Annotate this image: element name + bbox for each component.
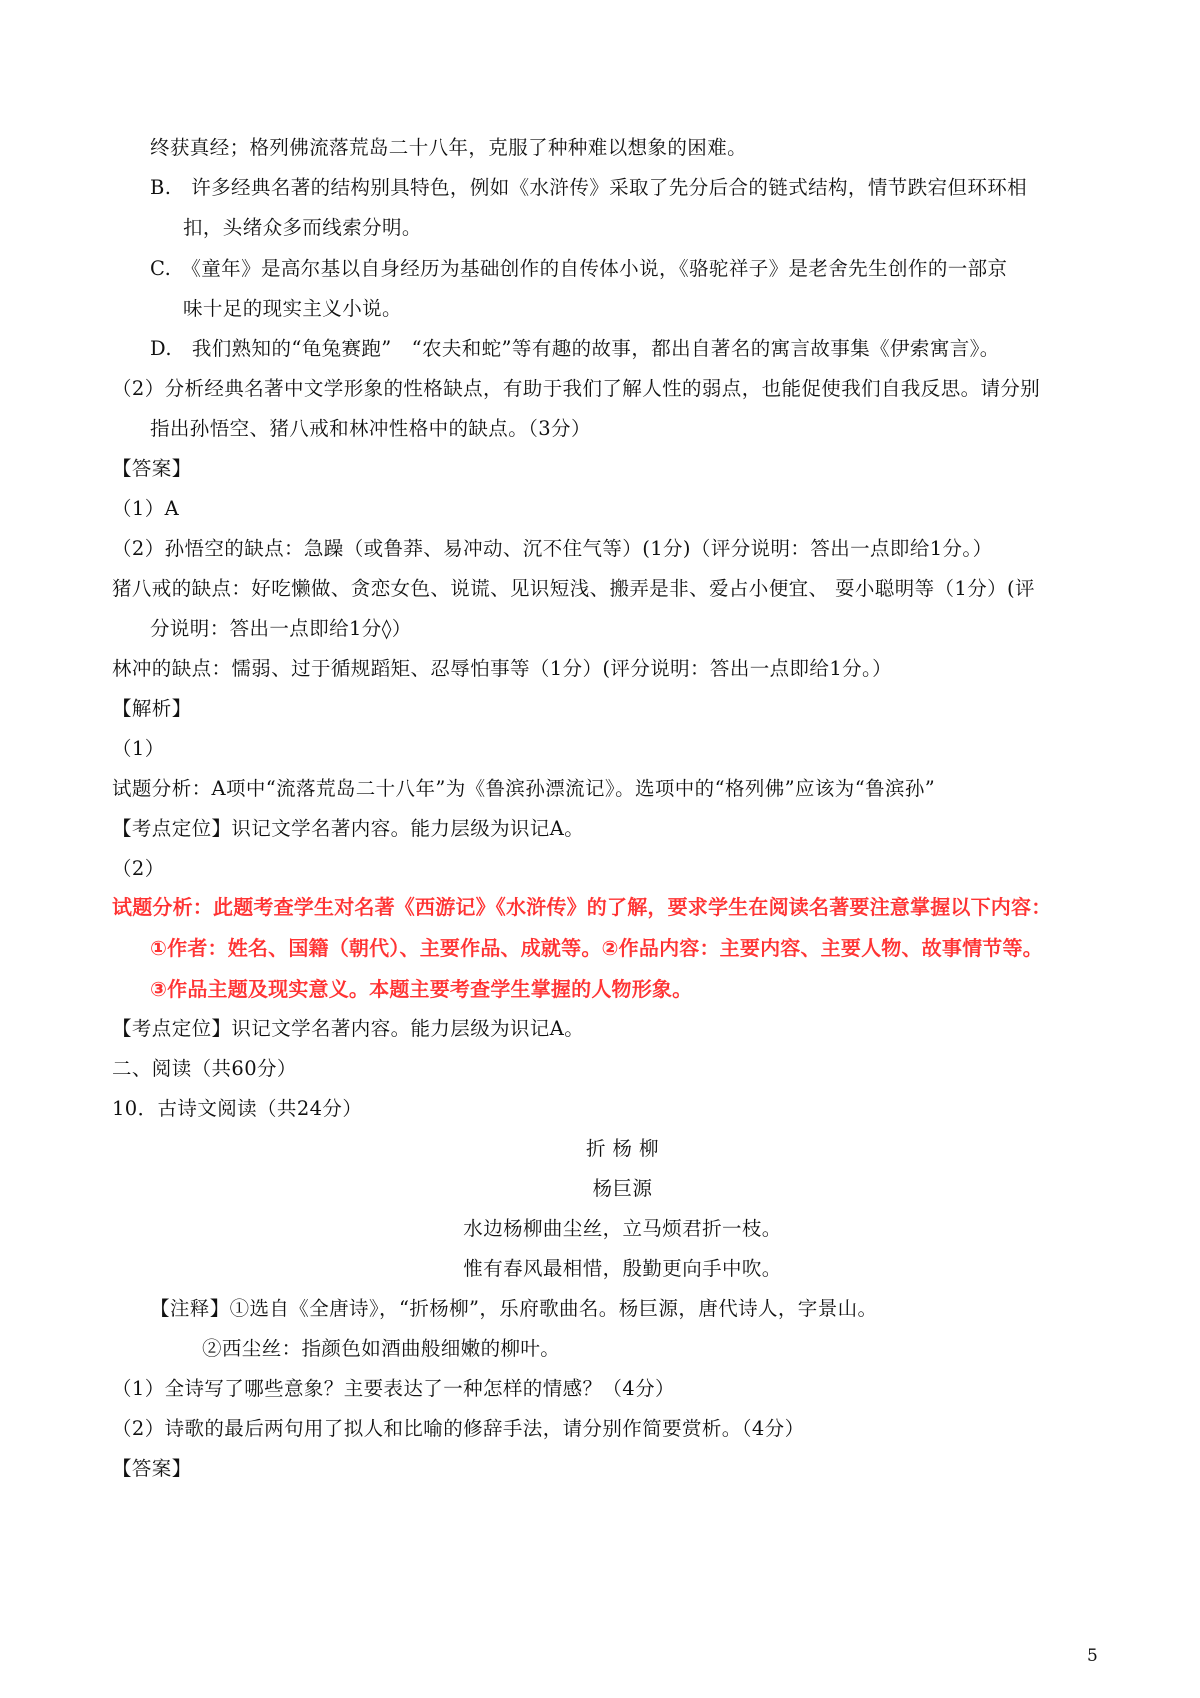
option-c-line2: 味十足的现实主义小说。 — [183, 297, 402, 320]
page-number: 5 — [1087, 1646, 1098, 1666]
option-c-line1: C. 《童年》是高尔基以自身经历为基础创作的自传体小说，《骆驼祥子》是老舍先生创作的一部京 — [150, 257, 1008, 280]
knowledge-point-1: 【考点定位】识记文学名著内容。能力层级为识记A。 — [112, 817, 585, 840]
poem-line-1: 水边杨柳曲尘丝，立马烦君折一枝。 — [463, 1217, 782, 1240]
analysis-2-red-line1: 试题分析：此题考查学生对名著《西游记》《水浒传》的了解，要求学生在阅读名著要注意掌握以下内容： — [112, 895, 1052, 919]
option-b-line1: B. 许多经典名著的结构别具特色，例如《水浒传》采取了先分后合的链式结构，情节跌宕但环环相 — [150, 176, 1028, 199]
knowledge-point-2: 【考点定位】识记文学名著内容。能力层级为识记A。 — [112, 1017, 585, 1040]
answer-2-sunwukong: （2）孙悟空的缺点：急躁（或鲁莽、易冲动、沉不住气等）(1分)（评分说明：答出一点即给1分。） — [112, 537, 993, 560]
analysis-1-text: 试题分析：A项中“流落荒岛二十八年”为《鲁滨孙漂流记》。选项中的“格列佛”应该为“鲁滨孙” — [112, 777, 936, 800]
poem-note-1: 【注释】①选自《全唐诗》，“折杨柳”，乐府歌曲名。杨巨源，唐代诗人，字景山。 — [150, 1297, 878, 1320]
poem-author: 杨巨源 — [592, 1177, 653, 1200]
analysis-2-red-line3: ③作品主题及现实意义。本题主要考查学生掌握的人物形象。 — [150, 977, 693, 1001]
option-b-line2: 扣，头绪众多而线索分明。 — [183, 216, 422, 239]
answer-1: （1）A — [112, 497, 180, 520]
answer-2-zhubajie-line2: 分说明：答出一点即给1分◊） — [150, 617, 412, 640]
analysis-1-label: （1） — [112, 737, 165, 760]
poem-title: 折 杨 柳 — [586, 1137, 659, 1160]
answer-heading: 【答案】 — [112, 457, 192, 480]
option-d-line1: D. 我们熟知的“龟兔赛跑” “农夫和蛇”等有趣的故事，都出自著名的寓言故事集《伊索寓言》。 — [150, 337, 1000, 360]
analysis-heading: 【解析】 — [112, 697, 192, 720]
poem-question-2: （2）诗歌的最后两句用了拟人和比喻的修辞手法，请分别作简要赏析。（4分） — [112, 1417, 805, 1440]
question-2-line1: （2）分析经典名著中文学形象的性格缺点，有助于我们了解人性的弱点，也能促使我们自我反思。请分别 — [112, 377, 1041, 400]
option-a-continuation: 终获真经；格列佛流落荒岛二十八年，克服了种种难以想象的困难。 — [150, 136, 748, 159]
question-2-line2: 指出孙悟空、猪八戒和林冲性格中的缺点。（3分） — [150, 417, 591, 440]
answer-heading-2: 【答案】 — [112, 1457, 192, 1480]
answer-2-linchong: 林冲的缺点：懦弱、过于循规蹈矩、忍辱怕事等（1分）(评分说明：答出一点即给1分。） — [112, 657, 893, 680]
poem-question-1: （1）全诗写了哪些意象？主要表达了一种怎样的情感？（4分） — [112, 1377, 675, 1400]
poem-note-2: ②西尘丝：指颜色如酒曲般细嫩的柳叶。 — [202, 1337, 561, 1360]
poem-line-2: 惟有春风最相惜，殷勤更向手中吹。 — [463, 1257, 782, 1280]
answer-2-zhubajie-line1: 猪八戒的缺点：好吃懒做、贪恋女色、说谎、见识短浅、搬弄是非、爱占小便宜、 耍小聪明等（1分）(评 — [112, 577, 1035, 600]
section-2-heading: 二、阅读（共60分） — [112, 1057, 297, 1080]
analysis-2-label: （2） — [112, 857, 165, 880]
question-10-heading: 10．古诗文阅读（共24分） — [112, 1097, 363, 1120]
analysis-2-red-line2: ①作者：姓名、国籍（朝代）、主要作品、成就等。②作品内容：主要内容、主要人物、故事情节等。 — [150, 936, 1043, 960]
